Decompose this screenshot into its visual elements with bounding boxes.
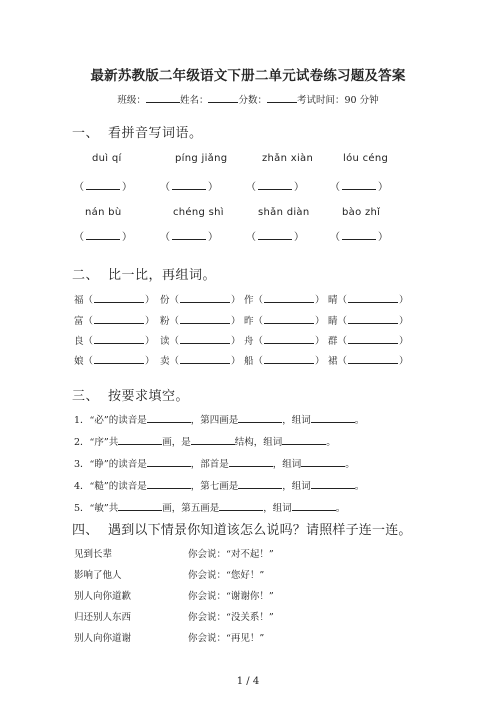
page-number: 1 / 4	[236, 676, 260, 687]
fill-line-3[interactable]: 3．“睁”的读音是 ，部首是 ，组词 。	[74, 459, 355, 470]
fill-line-5[interactable]: 5．“敏”共 画，第五画是 ，组词 。	[74, 503, 346, 514]
saying-item[interactable]: 你会说：“对不起！”	[188, 549, 274, 560]
compare-cell[interactable]: 裙（ ）	[328, 356, 409, 367]
compare-cell[interactable]: 昨（ ）	[244, 316, 325, 327]
fill-line-4[interactable]: 4．“糙”的读音是 ，第七画是 ，组词 。	[74, 481, 365, 492]
section-1-heading: 一、 看拼音写词语。	[72, 126, 203, 141]
compare-cell[interactable]: 舟（ ）	[244, 336, 325, 347]
compare-cell[interactable]: 读（ ）	[160, 336, 241, 347]
compare-cell[interactable]: 船（ ）	[244, 356, 325, 367]
compare-cell[interactable]: 睛（ ）	[328, 316, 409, 327]
answer-blank[interactable]: （ ）	[160, 232, 218, 243]
pinyin-item: chéng shì	[173, 207, 224, 218]
compare-cell[interactable]: 富（ ）	[74, 316, 155, 327]
saying-item[interactable]: 你会说：“您好！”	[188, 570, 265, 581]
situation-item[interactable]: 归还别人东西	[74, 612, 132, 623]
answer-blank[interactable]: （ ）	[74, 182, 132, 193]
section-4-heading: 四、 遇到以下情景你知道该怎么说吗？请照样子连一连。	[72, 523, 412, 538]
compare-cell[interactable]: 份（ ）	[160, 295, 241, 306]
name-label: 姓名：	[179, 95, 209, 106]
section-2-heading: 二、 比一比，再组词。	[72, 268, 217, 283]
score-blank[interactable]	[267, 93, 297, 103]
pinyin-item: píng jiǎng	[175, 153, 228, 164]
compare-cell[interactable]: 福（ ）	[74, 295, 155, 306]
fill-line-1[interactable]: 1．“必”的读音是 ，第四画是 ，组词 。	[74, 415, 365, 426]
answer-blank[interactable]: （ ）	[160, 182, 218, 193]
pinyin-item: nán bù	[85, 207, 122, 218]
pinyin-item: zhǎn xiàn	[262, 153, 314, 164]
answer-blank[interactable]: （ ）	[330, 232, 388, 243]
compare-cell[interactable]: 晴（ ）	[328, 295, 409, 306]
page-title: 最新苏教版二年级语文下册二单元试卷练习题及答案	[90, 68, 406, 84]
score-label: 分数：	[238, 95, 267, 106]
pinyin-item: shǎn diàn	[258, 207, 310, 218]
situation-item[interactable]: 别人向你道歉	[74, 591, 132, 602]
class-label: 班级：	[117, 95, 146, 106]
answer-blank[interactable]: （ ）	[330, 182, 388, 193]
saying-item[interactable]: 你会说：“再见！”	[188, 633, 265, 644]
answer-blank[interactable]: （ ）	[246, 182, 304, 193]
compare-cell[interactable]: 作（ ）	[244, 295, 325, 306]
answer-blank[interactable]: （ ）	[74, 232, 132, 243]
situation-item[interactable]: 别人向你道谢	[74, 633, 132, 644]
compare-cell[interactable]: 卖（ ）	[160, 356, 241, 367]
student-info-line	[0, 92, 496, 106]
class-blank[interactable]	[146, 93, 180, 103]
section-3-heading: 三、 按要求填空。	[72, 389, 190, 404]
saying-item[interactable]: 你会说：“没关系！”	[188, 612, 274, 623]
compare-cell[interactable]: 娘（ ）	[74, 356, 155, 367]
compare-cell[interactable]: 良（ ）	[74, 336, 155, 347]
pinyin-item: duì qí	[92, 153, 122, 164]
pinyin-item: lóu céng	[343, 153, 389, 164]
compare-cell[interactable]: 粉（ ）	[160, 316, 241, 327]
saying-item[interactable]: 你会说：“谢谢你！”	[188, 591, 274, 602]
situation-item[interactable]: 见到长辈	[74, 549, 113, 560]
name-blank[interactable]	[208, 93, 238, 103]
time-label: 考试时间：90 分钟	[296, 95, 379, 106]
fill-line-2[interactable]: 2．“序”共 画，是 结构，组词 。	[74, 437, 336, 448]
answer-blank[interactable]: （ ）	[246, 232, 304, 243]
situation-item[interactable]: 影响了他人	[74, 570, 122, 581]
compare-cell[interactable]: 群（ ）	[328, 336, 409, 347]
pinyin-item: bào zhǐ	[342, 207, 381, 218]
